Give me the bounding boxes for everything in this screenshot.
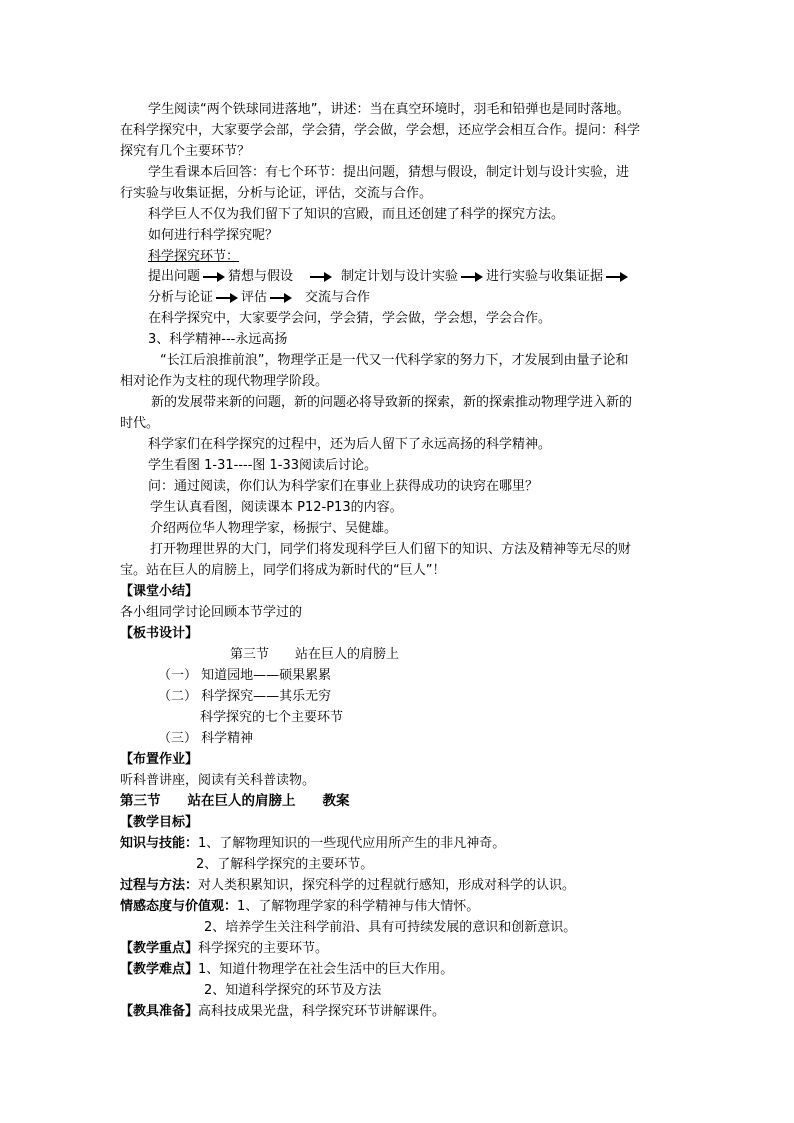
paragraph-line: 在科学探究中，大家要学会部，学会猜，学会做，学会想，还应学会相互合作。提问：科学 [120,123,641,138]
paragraph-line: 打开物理世界的大门，同学们将发现科学巨人们留下的知识、方法及精神等无尽的财 [150,542,632,557]
arrow-right-icon [606,272,628,282]
board-item: （三） 科学精神 [158,731,254,746]
flow-step: 交流与合作 [305,290,371,305]
paragraph-line: 学生阅读“两个铁球同进落地”，讲述：当在真空环境时，羽毛和铅弹也是同时落地。 [148,102,630,117]
key-label: 【教学重点】 [120,941,199,956]
difficulty-line [120,959,453,980]
flow-step: 进行实验与收集证据 [486,269,604,284]
paragraph-line: 介绍两位华人物理学家，杨振宁、吴健雄。 [150,521,398,536]
goals-heading: 【教学目标】 [120,815,199,830]
prep-label: 【教具准备】 [120,1004,199,1019]
knowledge-text: 2、了解科学探究的主要环节。 [196,857,374,872]
process-line [120,875,575,896]
paragraph-line: 如何进行科学探究呢？ [148,228,279,243]
process-text: 对人类积累知识，探究科学的过程就行感知，形成对科学的认识。 [198,878,576,893]
board-item: （二） 科学探究——其乐无穷 [158,689,332,704]
key-line [120,938,328,959]
key-text: 科学探究的主要环节。 [198,941,329,956]
paragraph-line: 科学巨人不仅为我们留下了知识的宫殿，而且还创建了科学的探究方法。 [148,207,565,222]
arrow-right-icon [203,272,225,282]
flow-step: 评估 [241,290,268,305]
difficulty-text: 1、知道什物理学在社会生活中的巨大作用。 [198,962,454,977]
knowledge-line [120,833,505,854]
prep-text: 高科技成果光盘，科学探究环节讲解课件。 [198,1004,446,1019]
emotion-label: 情感态度与价值观： [120,899,238,914]
knowledge-text: 1、了解物理知识的一些现代应用所产生的非凡神奇。 [198,836,506,851]
paragraph-line: 在科学探究中，大家要学会问，学会猜，学会做，学会想，学会合作。 [148,311,552,326]
summary-heading: 【课堂小结】 [120,584,199,599]
homework-heading: 【布置作业】 [120,752,199,767]
paragraph-line: 行实验与收集证据，分析与论证，评估，交流与合作。 [120,186,433,201]
emotion-text: 2、培养学生关注科学前沿、具有可持续发展的意识和创新意识。 [204,920,577,935]
paragraph-line: 新的发展带来新的问题，新的问题必将导致新的探索，新的探索推动物理学进入新的 [151,395,633,410]
paragraph-line: 学生认真看图，阅读课本 P12-P13的内容。 [150,500,403,515]
lesson-title: 第三节 站在巨人的肩膀上 教案 [120,793,350,809]
process-label: 过程与方法： [120,878,199,893]
paragraph-line: 问：通过阅读，你们认为科学家们在事业上获得成功的诀窍在哪里？ [148,479,539,494]
flow-row-2 [148,287,370,308]
prep-line [120,1001,445,1022]
flow-step: 猜想与假设 [228,269,294,284]
flow-step: 制定计划与设计实验 [341,269,459,284]
section-heading: 3、科学精神---永远高扬 [148,332,288,347]
arrow-right-icon [270,293,292,303]
flow-step: 分析与论证 [148,290,214,305]
arrow-right-icon [216,293,238,303]
arrow-right-icon [461,272,483,282]
paragraph-line: 学生看图 1-31----图 1-33阅读后讨论。 [148,458,378,473]
arrow-right-icon [310,272,332,282]
flow-step: 提出问题 [148,269,201,284]
knowledge-label: 知识与技能： [120,836,199,851]
paragraph-line: “长江后浪推前浪”，物理学正是一代又一代科学家的努力下，才发展到由量子论和 [160,353,629,368]
difficulty-label: 【教学难点】 [120,962,199,977]
paragraph-line: 相对论作为支柱的现代物理学阶段。 [120,374,329,389]
board-item: （一） 知道园地——硕果累累 [158,668,332,683]
homework-text: 听科普讲座，阅读有关科普读物。 [120,773,316,788]
board-title: 第三节 站在巨人的肩膀上 [230,647,400,662]
summary-text: 各小组同学讨论回顾本节学过的 [120,605,303,620]
flow-heading: 科学探究环节： [148,249,240,264]
paragraph-line: 学生看课本后回答：有七个环节：提出问题，猜想与假设，制定计划与设计实验，进 [148,165,630,180]
emotion-text: 1、了解物理学家的科学精神与伟大情怀。 [237,899,480,914]
board-item: 科学探究的七个主要环节 [200,710,344,725]
paragraph-line: 宝。站在巨人的肩膀上，同学们将成为新时代的“巨人”！ [120,563,446,578]
emotion-line [120,896,479,917]
difficulty-text: 2、知道科学探究的环节及方法 [204,983,382,998]
paragraph-line: 时代。 [120,416,160,431]
paragraph-line: 科学家们在科学探究的过程中，还为后人留下了永远高扬的科学精神。 [148,437,552,452]
board-heading: 【板书设计】 [120,626,199,641]
flow-row-1 [148,266,631,287]
paragraph-line: 探究有几个主要环节？ [120,144,251,159]
